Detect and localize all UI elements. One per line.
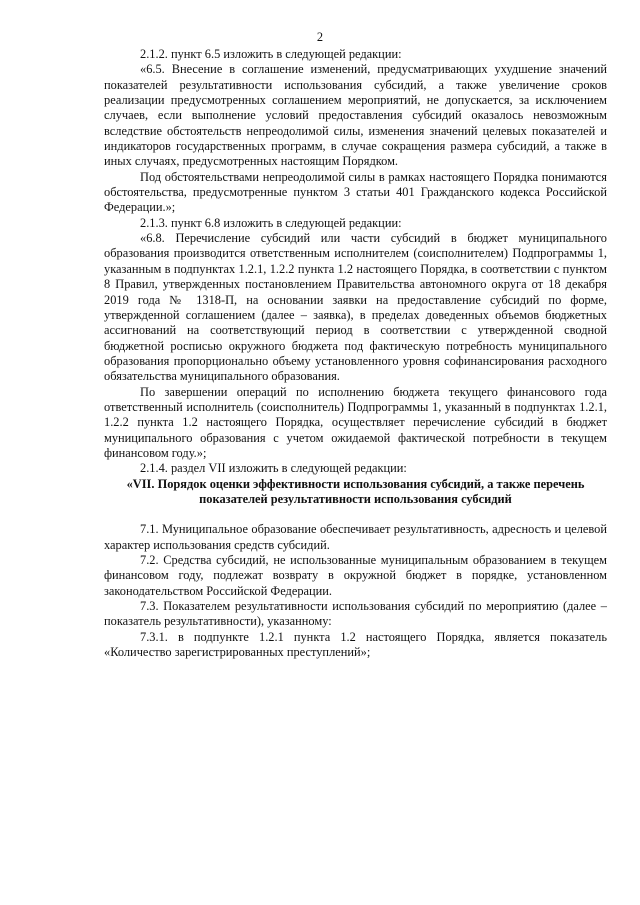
paragraph-2-1-4: 2.1.4. раздел VII изложить в следующей редакции: — [140, 461, 407, 476]
section-title-vii: «VII. Порядок оценки эффективности использования субсидий, а также перечень показателей результативности использования субсидий — [126, 476, 585, 506]
paragraph-2-1-3: 2.1.3. пункт 6.8 изложить в следующей редакции: — [140, 215, 402, 230]
paragraph-budget-completion: По завершении операций по исполнению бюджета текущего финансового года ответственный исполнитель (соисполнитель) Подпрограммы 1, указанный в подпунктах 1.2.1, 1.2.2 пункта 1.2 настоящего Порядка, осуществляет перечисление субсидий в бюджет муниципального образования с учетом ожидаемой фактической потребности в текущем финансовом году.»; — [104, 384, 607, 460]
page-number: 2 — [316, 30, 324, 44]
paragraph-7-2: 7.2. Средства субсидий, не использованные муниципальным образованием в текущем финансовом году, подлежат возврату в окружной бюджет в порядке, установленном законодательством Российской Федерации. — [104, 553, 607, 598]
paragraph-6-5: «6.5. Внесение в соглашение изменений, предусматривающих ухудшение значений показателей результативности использования субсидий, а также увеличение сроков реализации предусмотренных соглашением мероприятий, не допускается, за исключением случаев, если выполнение условий предоставления субсидий оказалось невозможным вследствие обстоятельств непреодолимой силы, изменения значений целевых показателей и индикаторов государственных программ, в случае сокращения размера субсидий, а также в иных случаях, предусмотренных настоящим Порядком. — [104, 62, 607, 169]
paragraph-7-3-1: 7.3.1. в подпункте 1.2.1 пункта 1.2 настоящего Порядка, является показатель «Количество зарегистрированных преступлений»; — [104, 629, 607, 660]
paragraph-force-majeure: Под обстоятельствами непреодолимой силы в рамках настоящего Порядка понимаются обстоятельства, предусмотренные пунктом 3 статьи 401 Гражданского кодекса Российской Федерации.»; — [104, 169, 607, 215]
paragraph-2-1-2: 2.1.2. пункт 6.5 изложить в следующей редакции: — [140, 47, 402, 61]
paragraph-7-3: 7.3. Показателем результативности использования субсидий по мероприятию (далее – показатель результативности), указанному: — [104, 599, 607, 629]
document-body — [104, 47, 607, 660]
paragraph-7-1: 7.1. Муниципальное образование обеспечивает результативность, адресность и целевой характер использования средств субсидий. — [104, 522, 607, 552]
paragraph-6-8: «6.8. Перечисление субсидий или части субсидий в бюджет муниципального образования производится ответственным исполнителем (соисполнителем) Подпрограммы 1, указанным в подпунктах 1.2.1, 1.2.2 пункта 1.2 настоящего Порядка, в соответствии с пунктом 8 Правил, утвержденных постановлением Правительства автономного округа от 18 декабря 2019 года № 1318-П, на основании заявки на предоставление субсидий по форме, утвержденной соглашением (далее – заявка), в пределах доведенных объемов бюджетных ассигнований на соответствующий период в соответствии с утвержденной сводной бюджетной росписью окружного бюджета под фактическую потребность муниципального образования пропорционально объему установленного уровня софинансирования расходного обязательства муниципального образования. — [104, 231, 607, 384]
